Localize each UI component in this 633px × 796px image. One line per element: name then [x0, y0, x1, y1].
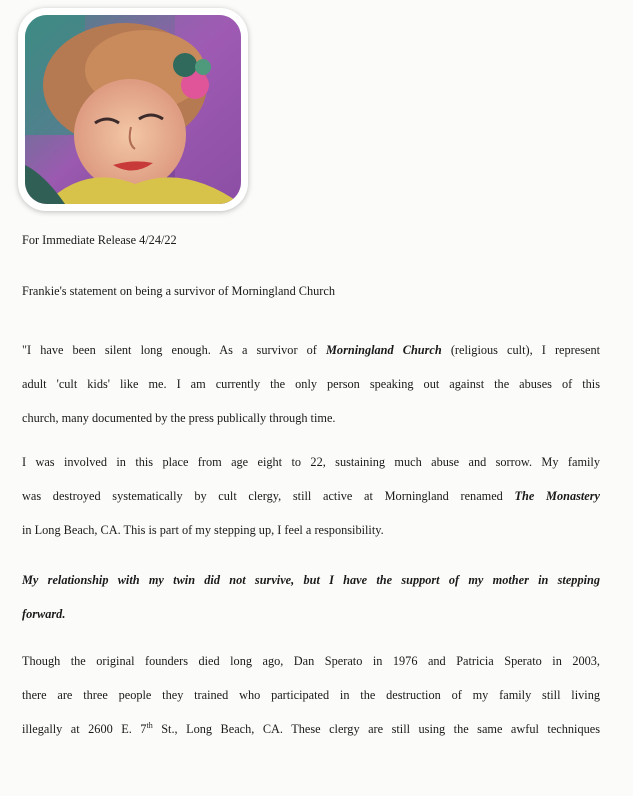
- ordinal-suffix: th: [146, 720, 153, 730]
- paragraph-3: [22, 563, 600, 631]
- portrait-illustration: [25, 15, 241, 204]
- paragraph-1-line-1: [22, 333, 600, 367]
- church-name-emphasis: Morningland Church: [325, 343, 442, 357]
- portrait-photo: [25, 15, 241, 204]
- paragraph-2: [22, 445, 600, 547]
- paragraph-1-line-3: church, many documented by the press publically through time.: [22, 411, 336, 425]
- text-run: was destroyed systematically by cult clergy, still active at Morningland renamed: [22, 489, 515, 503]
- paragraph-4: [22, 644, 600, 746]
- monastery-name-emphasis: The Monastery: [514, 489, 600, 503]
- paragraph-4-line-1: Though the original founders died long ago, Dan Sperato in 1976 and Patricia Sperato in 2003,: [22, 654, 600, 668]
- text-run: (religious cult), I represent: [441, 343, 601, 357]
- paragraph-2-line-1: I was involved in this place from age eight to 22, sustaining much abuse and sorrow. My family: [22, 455, 600, 469]
- paragraph-1: [22, 333, 600, 435]
- profile-photo-frame: [18, 8, 248, 211]
- text-run: St., Long Beach, CA. These clergy are still using the same awful techniques: [152, 722, 601, 736]
- paragraph-3-line-1: My relationship with my twin did not survive, but I have the support of my mother in stepping: [22, 573, 600, 587]
- paragraph-3-line-2: forward.: [22, 607, 66, 621]
- release-date-line: For Immediate Release 4/24/22: [22, 233, 177, 247]
- paragraph-4-line-2: there are three people they trained who participated in the destruction of my family still living: [22, 688, 600, 702]
- paragraph-2-line-3: in Long Beach, CA. This is part of my stepping up, I feel a responsibility.: [22, 523, 384, 537]
- paragraph-4-line-3: [22, 712, 600, 746]
- paragraph-1-line-2: adult 'cult kids' like me. I am currently the only person speaking out against the abuses of this: [22, 377, 600, 391]
- paragraph-2-line-2: [22, 479, 600, 513]
- statement-title: Frankie's statement on being a survivor of Morningland Church: [22, 284, 335, 298]
- text-run: illegally at 2600 E. 7: [22, 722, 147, 736]
- text-run: "I have been silent long enough. As a survivor of: [22, 343, 326, 357]
